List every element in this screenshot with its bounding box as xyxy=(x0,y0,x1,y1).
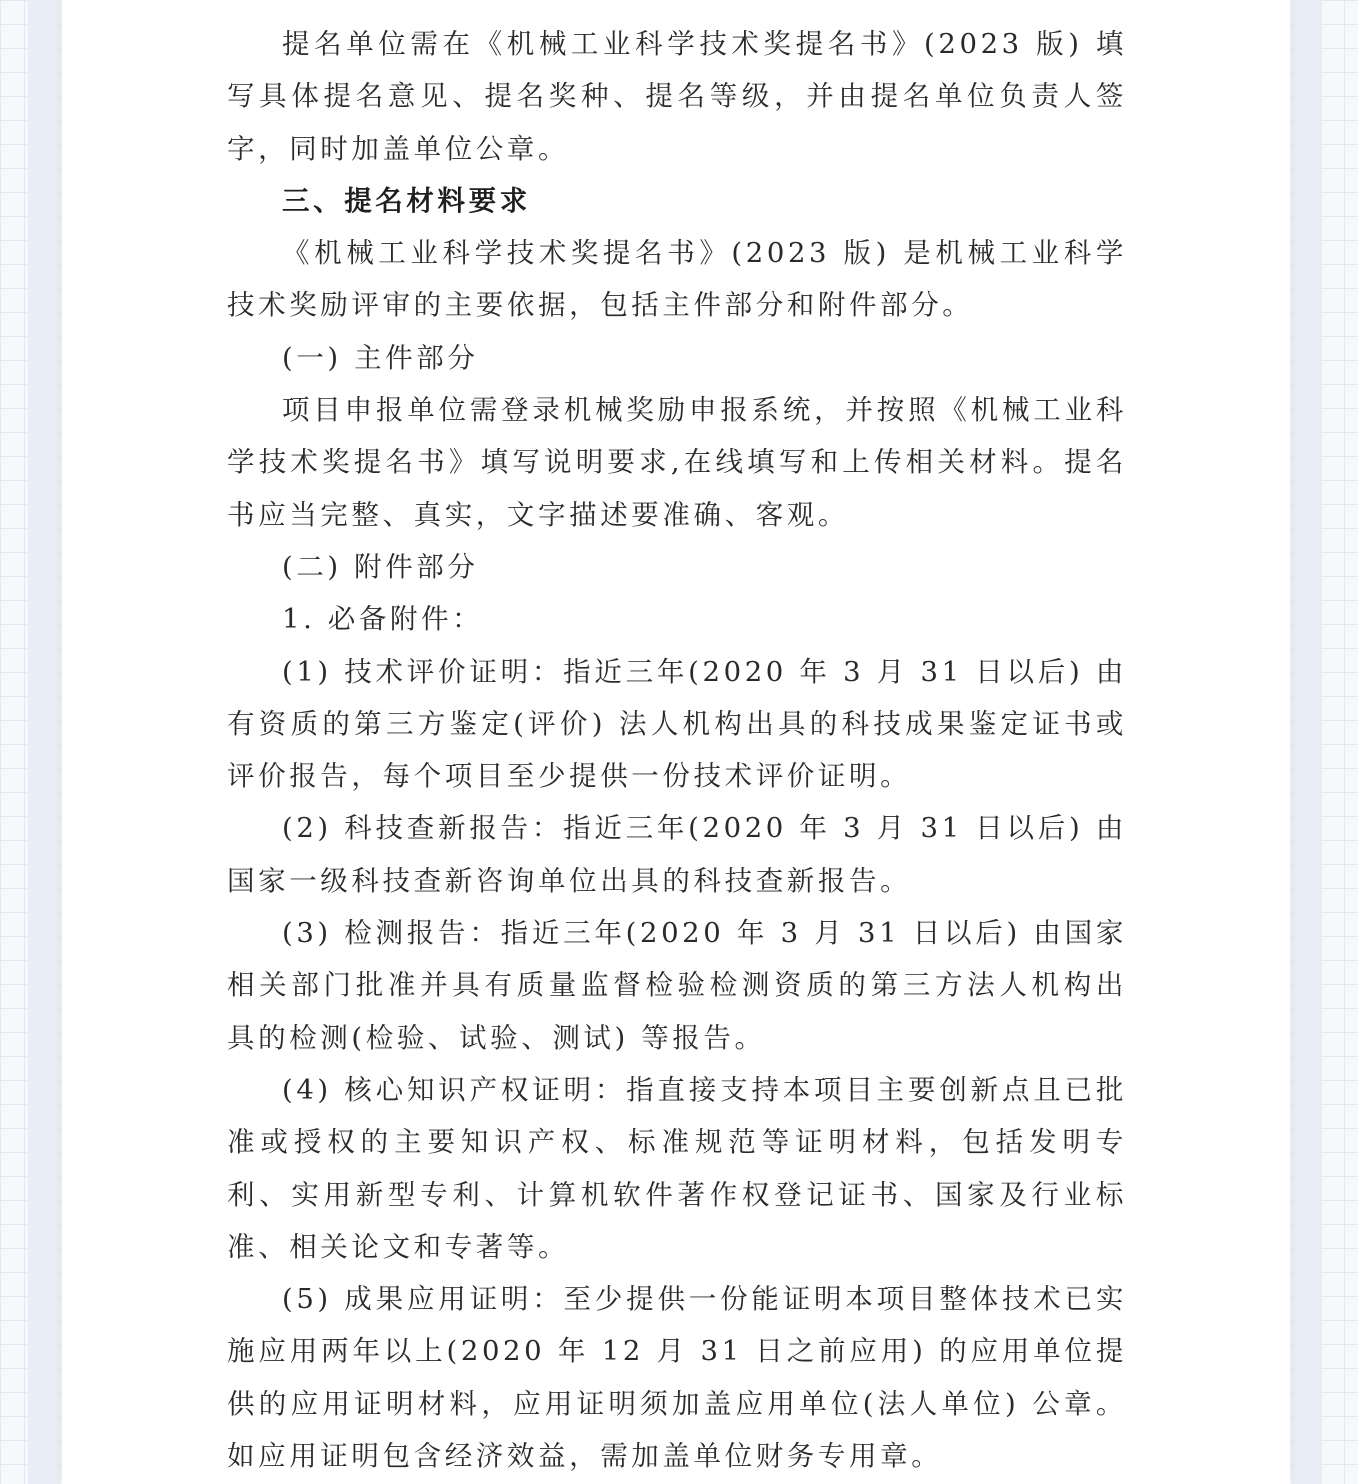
subheading-attachment-part: (二) 附件部分 xyxy=(282,550,479,583)
document-page xyxy=(62,0,1290,1484)
section-heading-material-requirements: 三、提名材料要求 xyxy=(282,184,531,217)
viewer-scrollbar-track[interactable] xyxy=(1292,0,1322,1484)
list-item-technical-evaluation: (1) 技术评价证明：指近三年(2020 年 3 月 31 日以后) 由有资质的第三方鉴定(评价) 法人机构出具的科技成果鉴定证书或评价报告，每个项目至少提供一份技术评价证明。 xyxy=(227,655,1127,793)
paragraph-main-part: 项目申报单位需登录机械奖励申报系统，并按照《机械工业科学技术奖提名书》填写说明要求,在线填写和上传相关材料。提名书应当完整、真实，文字描述要准确、客观。 xyxy=(227,394,1127,531)
subheading-main-part: (一) 主件部分 xyxy=(282,341,479,374)
list-item-test-report: (3) 检测报告：指近三年(2020 年 3 月 31 日以后) 由国家相关部门批准并具有质量监督检验检测资质的第三方法人机构出具的检测(检验、试验、测试) 等报告。 xyxy=(227,917,1127,1054)
list-item-ip-certificate: (4) 核心知识产权证明：指直接支持本项目主要创新点且已批准或授权的主要知识产权、标准规范等证明材料，包括发明专利、实用新型专利、计算机软件著作权登记证书、国家及行业标准、相关论文和专著等。 xyxy=(227,1073,1127,1263)
paragraph-nomination-opinion: 提名单位需在《机械工业科学技术奖提名书》(2023 版) 填写具体提名意见、提名奖种、提名等级，并由提名单位负责人签字，同时加盖单位公章。 xyxy=(227,28,1127,165)
subheading-required-attachments: 1. 必备附件： xyxy=(282,603,484,636)
viewer-left-margin xyxy=(28,0,60,1484)
document-body xyxy=(227,18,1127,1482)
paragraph-nomination-form-intro: 《机械工业科学技术奖提名书》(2023 版) 是机械工业科学技术奖励评审的主要依据，包括主件部分和附件部分。 xyxy=(227,237,1127,322)
list-item-novelty-search-report: (2) 科技查新报告：指近三年(2020 年 3 月 31 日以后) 由国家一级科技查新咨询单位出具的科技查新报告。 xyxy=(227,812,1127,897)
list-item-application-proof: (5) 成果应用证明：至少提供一份能证明本项目整体技术已实施应用两年以上(2020 年 12 月 31 日之前应用) 的应用单位提供的应用证明材料，应用证明须加盖应用单位(法人单位) 公章。如应用证明包含经济效益，需加盖单位财务专用章。 xyxy=(227,1283,1127,1473)
